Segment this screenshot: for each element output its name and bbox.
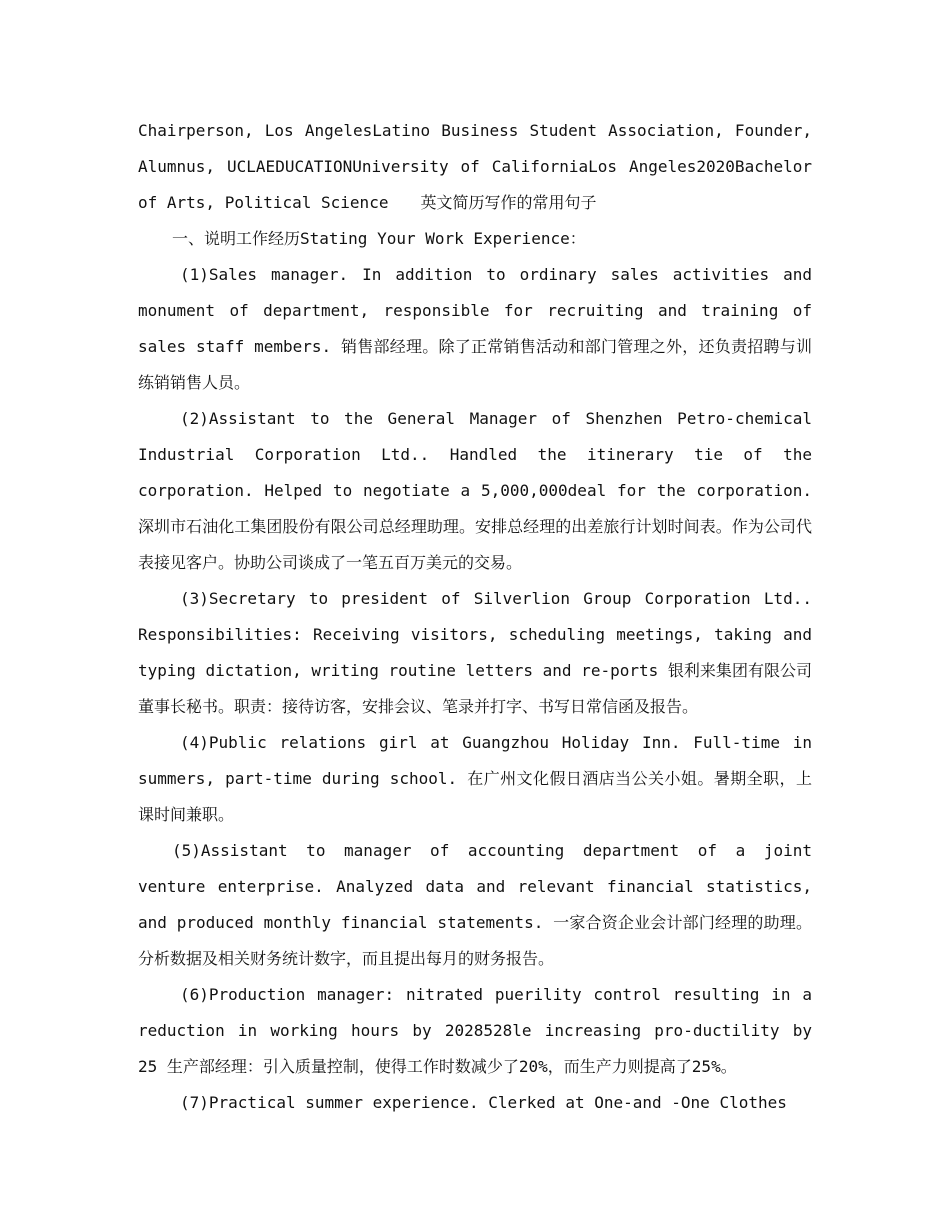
example-paragraph-1: (1)Sales manager. In addition to ordinary sales activities and monument of department, responsible for recruiting and training of sales staff members. 销售部经理。除了正常销售活动和部门管理之外，还负责招聘与训练销销售人员。	[138, 265, 812, 392]
education-paragraph: Chairperson, Los AngelesLatino Business Student Association, Founder, Alumnus, UCLAEDUCATIONUniversity of CaliforniaLos Angeles2020Bachelor of Arts, Political Science 英文简历写作的常用句子	[138, 121, 812, 212]
section-heading-work-experience: 一、说明工作经历Stating Your Work Experience：	[172, 229, 586, 248]
example-paragraph-2: (2)Assistant to the General Manager of Shenzhen Petro-chemical Industrial Corporation Ltd.. Handled the itinerary tie of the corporation. Helped to negotiate a 5,000,000deal for the corporation. 深圳市石油化工集团股份有限公司总经理助理。安排总经理的出差旅行计划时间表。作为公司代表接见客户。协助公司谈成了一笔五百万美元的交易。	[138, 409, 812, 572]
example-paragraph-3: (3)Secretary to president of Silverlion Group Corporation Ltd.. Responsibilities: Receiving visitors, scheduling meetings, taking and typing dictation, writing routine letters and re-ports 银利来集团有限公司董事长秘书。职责：接待访客，安排会议、笔录并打字、书写日常信函及报告。	[138, 589, 812, 716]
example-paragraph-5: (5)Assistant to manager of accounting department of a joint venture enterprise. Analyzed data and relevant financial statistics, and produced monthly financial statements. 一家合资企业会计部门经理的助理。分析数据及相关财务统计数字，而且提出每月的财务报告。	[138, 841, 812, 968]
example-paragraph-4: (4)Public relations girl at Guangzhou Holiday Inn. Full-time in summers, part-time during school. 在广州文化假日酒店当公关小姐。暑期全职，上课时间兼职。	[138, 733, 812, 824]
example-paragraph-6: (6)Production manager: nitrated puerility control resulting in a reduction in working hours by 2028528le increasing pro-ductility by 25 生产部经理：引入质量控制，使得工作时数减少了20%，而生产力则提高了25%。	[138, 985, 812, 1076]
document-body	[138, 113, 812, 1121]
example-paragraph-7: (7)Practical summer experience. Clerked at One-and -One Clothes	[180, 1093, 787, 1112]
